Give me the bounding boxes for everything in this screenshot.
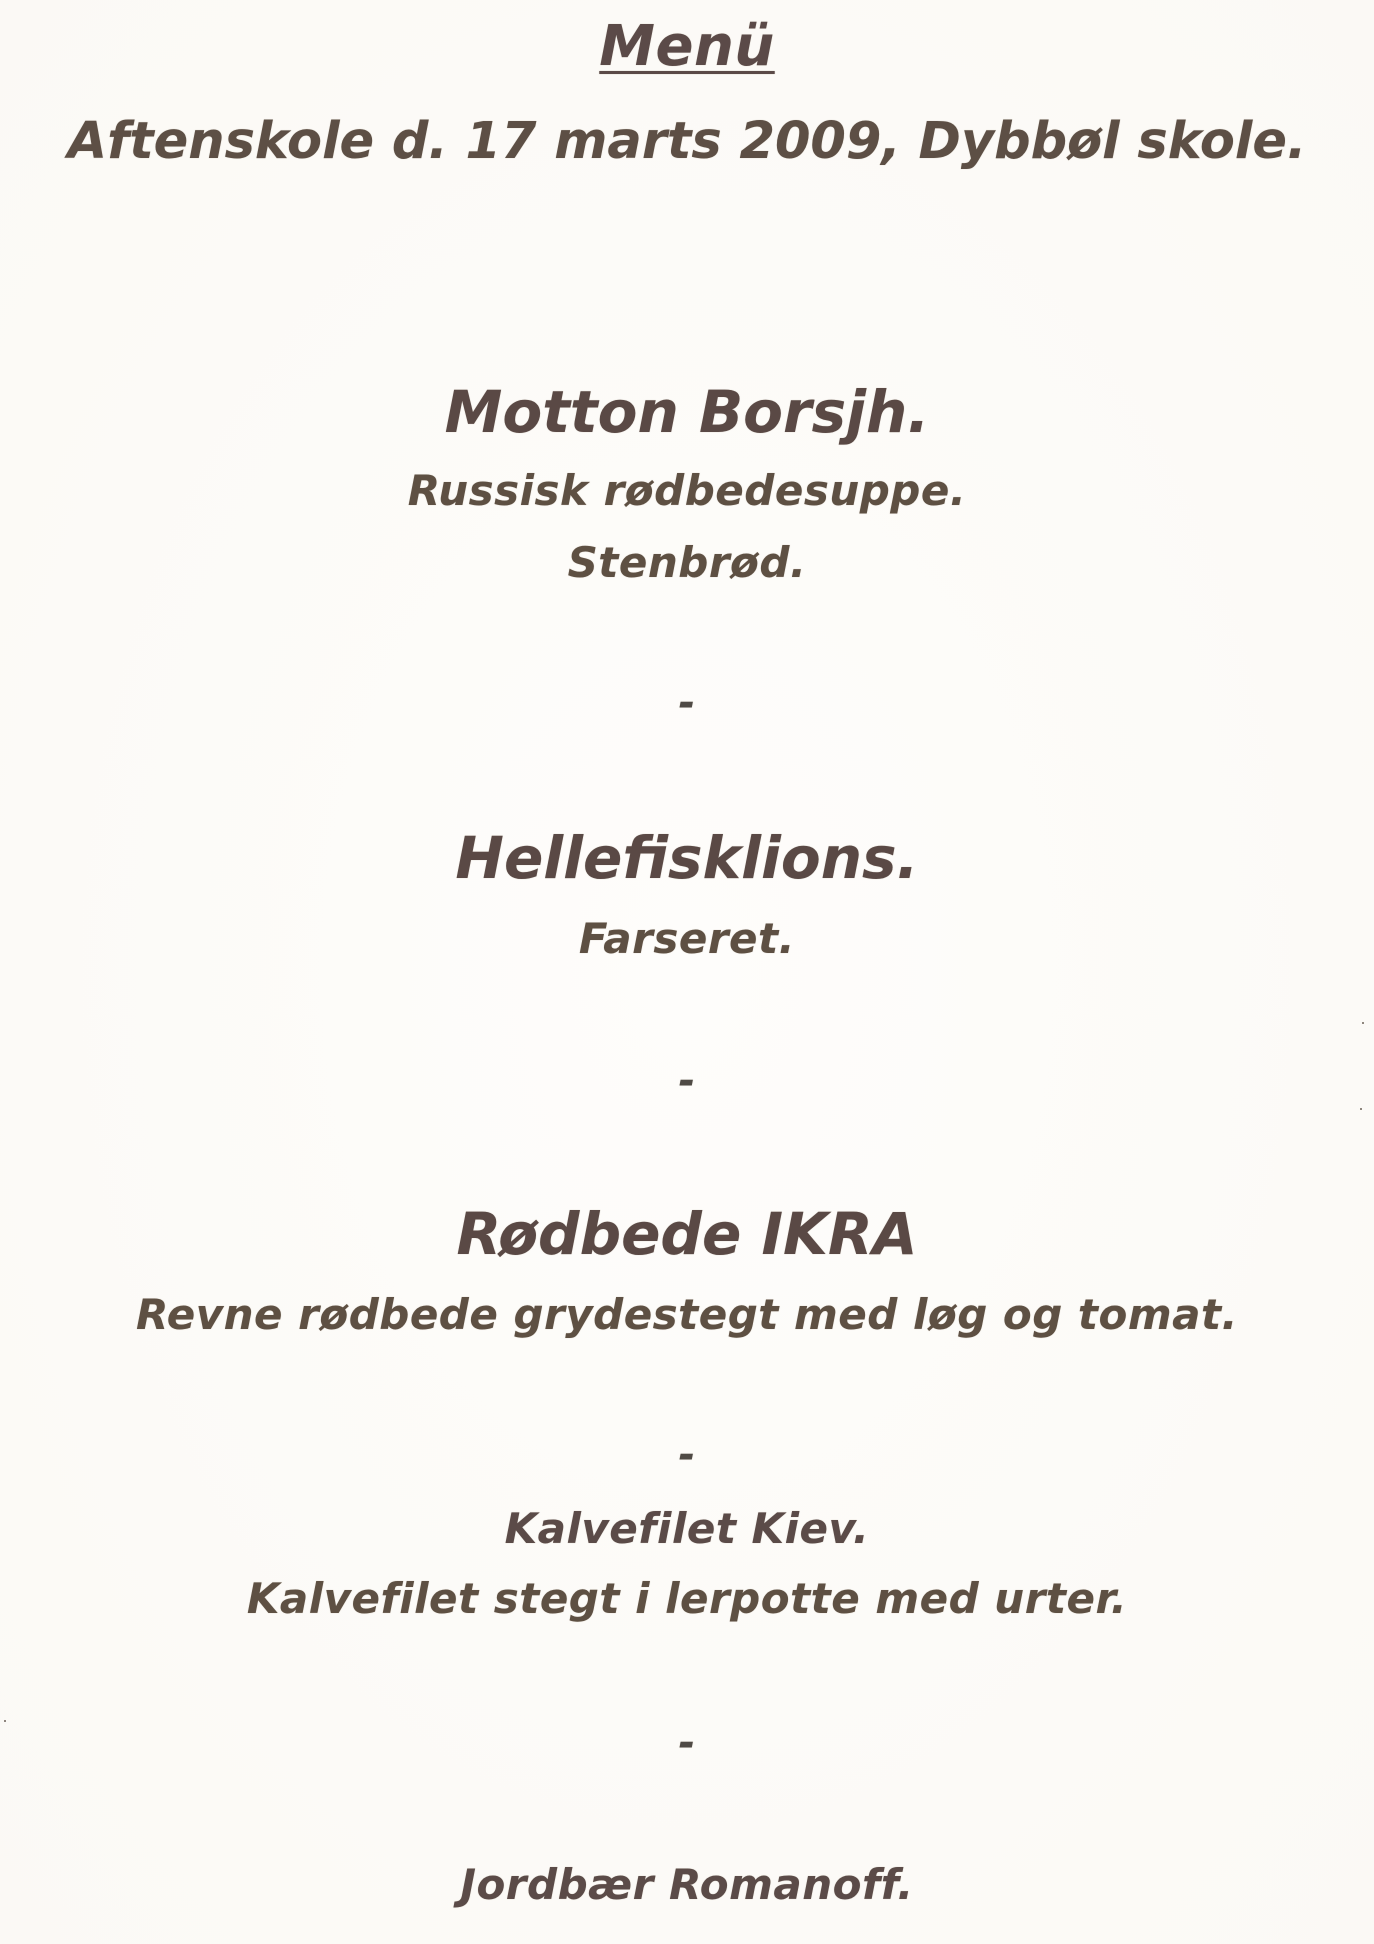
menu-subtitle: Aftenskole d. 17 marts 2009, Dybbøl skole. [67, 112, 1307, 171]
separator-1: - [678, 680, 696, 726]
menu-title: Menü [599, 14, 775, 79]
separator-4: - [678, 1720, 696, 1766]
course-2-name: Hellefisklions. [455, 824, 919, 892]
separator-3: - [678, 1432, 696, 1478]
course-1-line-1: Russisk rødbedesuppe. [407, 466, 967, 515]
course-3-line-1: Revne rødbede grydestegt med løg og tomat. [136, 1290, 1238, 1339]
course-1-line-2: Stenbrød. [567, 538, 807, 587]
course-3-name: Rødbede IKRA [456, 1200, 918, 1268]
course-4-line-1: Kalvefilet stegt i lerpotte med urter. [246, 1574, 1128, 1623]
scan-speck [1362, 1022, 1364, 1024]
course-2-line-1: Farseret. [578, 914, 796, 963]
scan-speck [1360, 1108, 1362, 1110]
course-1-name: Motton Borsjh. [444, 378, 930, 446]
separator-2: - [678, 1058, 696, 1104]
scan-speck [4, 1720, 6, 1722]
course-4-name: Kalvefilet Kiev. [504, 1504, 870, 1553]
course-5-name: Jordbær Romanoff. [460, 1860, 914, 1909]
